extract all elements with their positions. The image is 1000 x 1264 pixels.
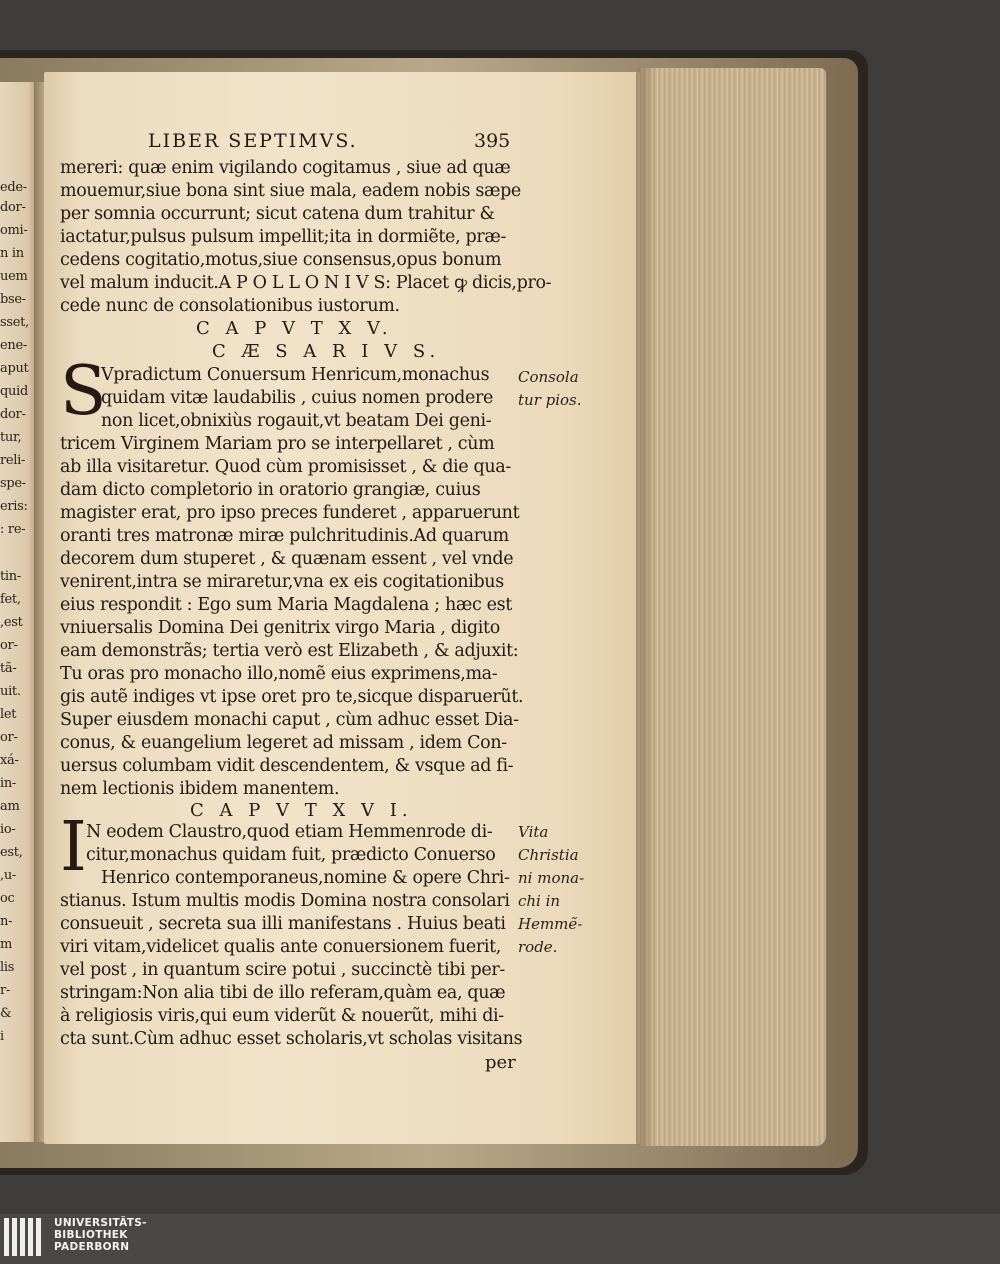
left-page-fragment: io- [0, 822, 16, 837]
text-line: Vpradictum Conuersum Henricum,monachus [101, 365, 490, 385]
marginal-note: rode. [518, 938, 558, 956]
left-page-fragment: r- [0, 983, 11, 998]
text-line: vel malum inducit.A P O L L O N I V S: Placet ꝙ dicis,pro- [60, 273, 552, 293]
left-page-fragment: ene- [0, 338, 27, 353]
left-page-fragment: lis [0, 960, 15, 975]
text-line: viri vitam,videlicet qualis ante conuersionem fuerit, [60, 937, 502, 957]
left-page-fragment: let [0, 707, 17, 722]
text-line: citur,monachus quidam fuit, prædicto Conuerso [86, 845, 496, 865]
left-page-fragment: & [0, 1006, 12, 1021]
marginal-note: Vita [518, 823, 549, 841]
marginal-note: tur pios. [518, 391, 582, 409]
text-line: venirent,intra se miraretur,vna ex eis cogitationibus [60, 572, 504, 592]
left-page-fragment: fet, [0, 592, 21, 607]
text-line: vel post , in quantum scire potui , succinctè tibi per- [60, 960, 505, 980]
page-number: 395 [474, 130, 511, 152]
left-page-fragment: ede- [0, 180, 27, 195]
library-name-line: PADERBORN [54, 1241, 130, 1253]
page-edge-shade [636, 68, 656, 1146]
text-line: mereri: quæ enim vigilando cogitamus , siue ad quæ [60, 158, 511, 178]
text-line: cedens cogitatio,motus,siue consensus,opus bonum [60, 250, 502, 270]
left-page-fragment: n- [0, 914, 13, 929]
speaker-heading: C Æ S A R I V S. [212, 341, 441, 362]
text-line: nem lectionis ibidem manentem. [60, 779, 340, 799]
running-head: LIBER SEPTIMVS. [148, 130, 358, 152]
text-line: cede nunc de consolationibus iustorum. [60, 296, 400, 316]
left-page-fragment: : re- [0, 522, 26, 537]
text-line: consueuit , secreta sua illi manifestans . Huius beati [60, 914, 506, 934]
marginal-note: chi in [518, 892, 561, 910]
text-line: dam dicto completorio in oratorio grangiæ, cuius [60, 480, 481, 500]
text-line: decorem dum stuperet , & quænam essent , vel vnde [60, 549, 514, 569]
text-line: mouemur,siue bona sint siue mala, eadem nobis sæpe [60, 181, 521, 201]
marginal-note: Consola [518, 368, 579, 386]
text-line: ab illa visitaretur. Quod cùm promisisset , & die qua- [60, 457, 511, 477]
left-page-fragment: ,u- [0, 868, 16, 883]
chapter-heading: C A P V T X V I. [190, 800, 413, 821]
text-line: eam demonstrãs; tertia verò est Elizabeth , & adjuxit: [60, 641, 519, 661]
text-line: stianus. Istum multis modis Domina nostra consolari [60, 891, 510, 911]
text-line: Henrico contemporaneus,nomine & opere Chri- [101, 868, 510, 888]
left-page-fragment: uit. [0, 684, 21, 699]
marginal-note: Hemmẽ- [518, 915, 583, 933]
text-line: per somnia occurrunt; sicut catena dum trahitur & [60, 204, 495, 224]
text-line: quidam vitæ laudabilis , cuius nomen prodere [101, 388, 494, 408]
marginal-note: Christia [518, 846, 579, 864]
left-page-fragment: tur, [0, 430, 22, 445]
drop-capital: I [60, 808, 87, 887]
left-page-fragment: quid [0, 384, 28, 399]
text-line: tricem Virginem Mariam pro se interpellaret , cùm [60, 434, 495, 454]
left-page-fragment: dor- [0, 200, 26, 215]
left-page-fragment: or- [0, 730, 18, 745]
text-line: uersus columbam vidit descendentem, & vsque ad fi- [60, 756, 514, 776]
catchword: per [485, 1052, 516, 1073]
left-page-fragment: or- [0, 638, 18, 653]
text-line: à religiosis viris,qui eum viderũt & nouerũt, mihi di- [60, 1006, 504, 1026]
text-line: N eodem Claustro,quod etiam Hemmenrode di- [86, 822, 493, 842]
left-page-fragment: tã- [0, 661, 17, 676]
footer-bar [0, 1214, 1000, 1264]
library-logo-icon [4, 1218, 44, 1256]
text-line: iactatur,pulsus pulsum impellit;ita in dormiẽte, præ- [60, 227, 507, 247]
text-line: stringam:Non alia tibi de illo referam,quàm ea, quæ [60, 983, 506, 1003]
left-page-fragment: omi- [0, 223, 28, 238]
library-name-line: BIBLIOTHEK [54, 1229, 128, 1241]
left-page-fragment: ,est [0, 615, 23, 630]
left-page-fragment: est, [0, 845, 23, 860]
left-page-fragment: uem [0, 269, 28, 284]
marginal-note: ni mona- [518, 869, 585, 887]
chapter-heading: C A P V T X V. [196, 318, 393, 339]
drop-capital: S [60, 352, 107, 431]
left-page-fragment: aput [0, 361, 29, 376]
left-page-fragment: i [0, 1029, 4, 1044]
left-page-fragment: tin- [0, 569, 21, 584]
text-line: vniuersalis Domina Dei genitrix virgo Maria , digito [60, 618, 500, 638]
left-page-fragment: dor- [0, 407, 26, 422]
text-line: Super eiusdem monachi caput , cùm adhuc esset Dia- [60, 710, 519, 730]
page-edges [636, 68, 826, 1146]
text-line: oranti tres matronæ miræ pulchritudinis.Ad quarum [60, 526, 509, 546]
left-page-fragment: sset, [0, 315, 29, 330]
text-line: eius respondit : Ego sum Maria Magdalena ; hæc est [60, 595, 512, 615]
left-page-fragment: m [0, 937, 13, 952]
left-page-fragment: in- [0, 776, 17, 791]
text-line: cta sunt.Cùm adhuc esset scholaris,vt scholas visitans [60, 1029, 523, 1049]
left-page-fragment: n in [0, 246, 24, 261]
left-page-fragment: bse- [0, 292, 26, 307]
library-name-line: UNIVERSITÄTS- [54, 1217, 147, 1229]
left-page-fragment: am [0, 799, 20, 814]
left-page-fragment: spe- [0, 476, 26, 491]
left-page-fragment: xá- [0, 753, 19, 768]
left-page-fragment: eris: [0, 499, 28, 514]
text-line: magister erat, pro ipso preces funderet , apparuerunt [60, 503, 520, 523]
text-line: conus, & euangelium legeret ad missam , idem Con- [60, 733, 507, 753]
text-line: Tu oras pro monacho illo,nomẽ eius exprimens,ma- [60, 664, 498, 684]
text-line: gis autẽ indiges vt ipse oret pro te,sicque disparuerũt. [60, 687, 524, 707]
left-page-fragment: oc [0, 891, 15, 906]
left-page-fragment: reli- [0, 453, 26, 468]
text-line: non licet,obnixiùs rogauit,vt beatam Dei geni- [101, 411, 492, 431]
